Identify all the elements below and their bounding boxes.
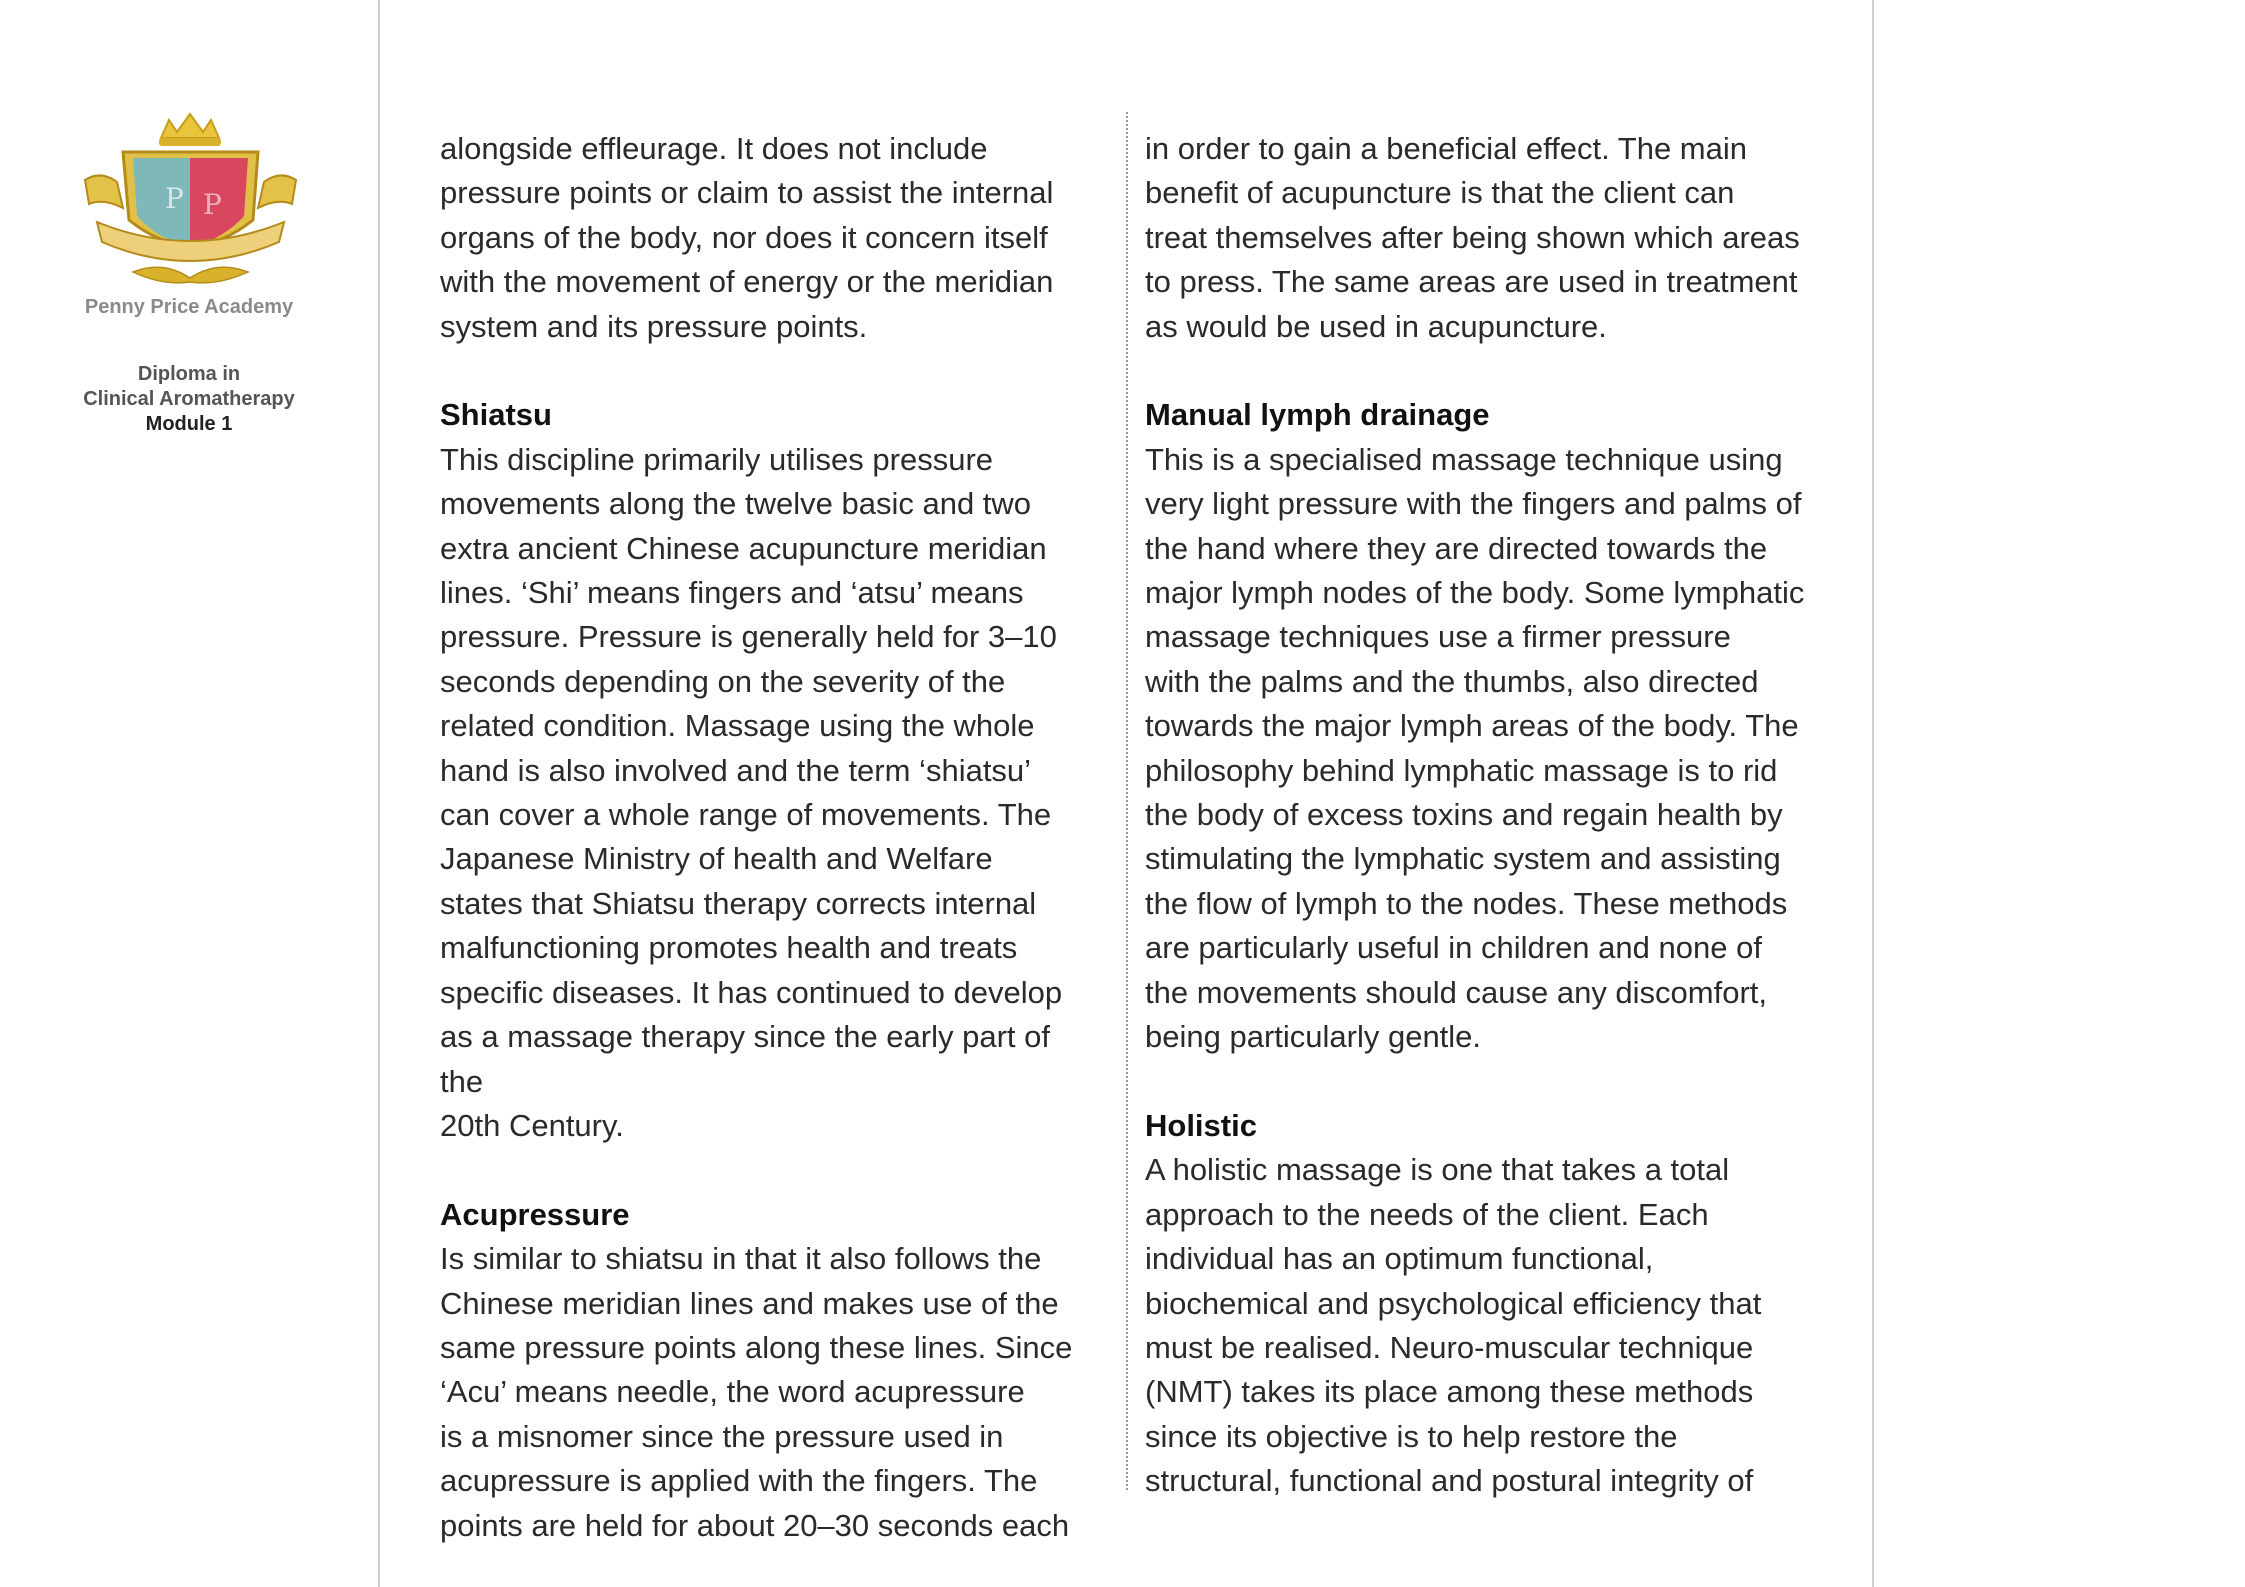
text-column-left bbox=[440, 127, 1100, 1548]
academy-crest-logo bbox=[83, 110, 298, 295]
academy-name: Penny Price Academy bbox=[84, 296, 294, 318]
column2-intro-paragraph: in order to gain a beneficial effect. The main benefit of acupuncture is that the client can treat themselves after being shown which areas to press. The same areas are used in treatment as would be used in acupuncture. bbox=[1145, 131, 1800, 344]
course-title bbox=[40, 362, 338, 437]
manual-lymph-drainage-paragraph: This is a specialised massage technique using very light pressure with the fingers and palms of the hand where they are directed towards the major lymph nodes of the body. Some lymphatic massage techniques use a firmer pressure with the palms and the thumbs, also directed towards the major lymph areas of the body. The philosophy behind lymphatic massage is to rid the body of excess toxins and regain health by stimulating the lymphatic system and assisting the flow of lymph to the nodes. These methods are particularly useful in children and none of the movements should cause any discomfort, being particularly gentle. bbox=[1145, 441, 1805, 1055]
crown-icon bbox=[159, 114, 221, 146]
course-line-1: Diploma in bbox=[137, 363, 241, 385]
text-column-right bbox=[1145, 127, 1825, 1504]
acupressure-heading: Acupressure bbox=[440, 1196, 630, 1232]
left-page-border bbox=[378, 0, 380, 1587]
svg-text:P: P bbox=[203, 188, 222, 221]
column1-intro-paragraph: alongside effleurage. It does not include pressure points or claim to assist the internal organs of the body, nor does it concern itself with the movement of energy or the meridian system and its pressure points. bbox=[440, 131, 1054, 344]
course-line-2: Clinical Aromatherapy bbox=[83, 388, 295, 410]
acupressure-paragraph: Is similar to shiatsu in that it also follows the Chinese meridian lines and makes use of the same pressure points along these lines. Since ‘Acu’ means needle, the word acupressure is a misnomer since the pressure used in acupressure is applied with the fingers. The points are held for about 20–30 seconds each bbox=[440, 1241, 1073, 1543]
holistic-heading: Holistic bbox=[1145, 1107, 1257, 1143]
right-page-border bbox=[1872, 0, 1874, 1587]
shiatsu-paragraph: This discipline primarily utilises pressure movements along the twelve basic and two extra ancient Chinese acupuncture meridian lines. ‘Shi’ means fingers and ‘atsu’ means pressure. Pressure is generally held for 3–10 seconds depending on the severity of the related condition. Massage using the whole hand is also involved and the term ‘shiatsu’ can cover a whole range of movements. The Japanese Ministry of health and Welfare states that Shiatsu therapy corrects internal malfunctioning promotes health and treats specific diseases. It has continued to develop as a massage therapy since the early part of the 20th Century. bbox=[440, 441, 1063, 1143]
column-divider bbox=[1126, 112, 1128, 1490]
shiatsu-heading: Shiatsu bbox=[440, 397, 552, 433]
manual-lymph-drainage-heading: Manual lymph drainage bbox=[1145, 397, 1490, 433]
holistic-paragraph: A holistic massage is one that takes a total approach to the needs of the client. Each individual has an optimum functional, biochemical and psychological efficiency that must be realised. Neuro-muscular technique (NMT) takes its place among these methods since its objective is to help restore the structural, functional and postural integrity of bbox=[1145, 1152, 1762, 1499]
svg-text:P: P bbox=[165, 182, 184, 215]
sidebar bbox=[0, 0, 378, 1587]
module-label: Module 1 bbox=[145, 413, 233, 435]
